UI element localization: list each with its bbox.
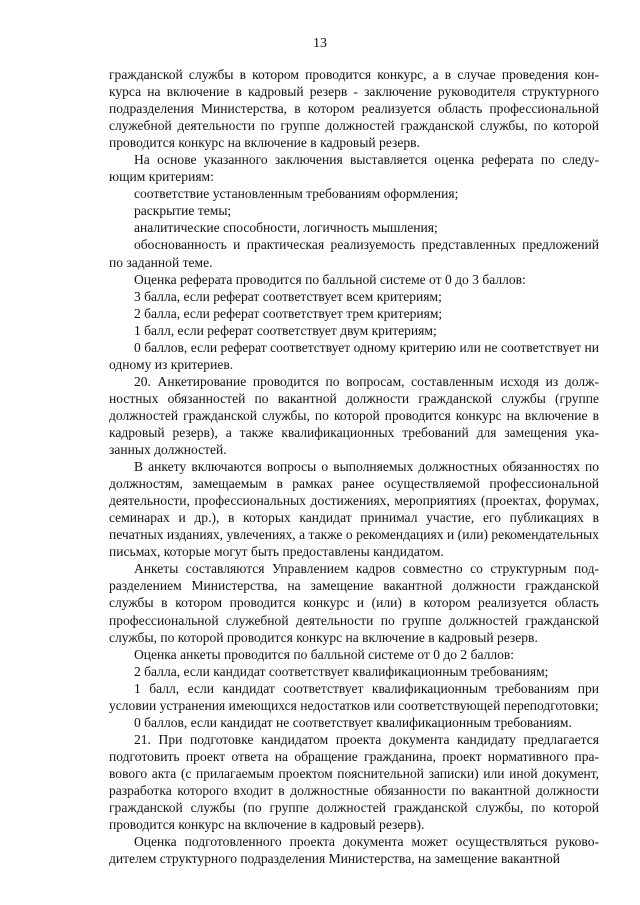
list-item-score-3: 3 балла, если реферат соответствует всем критериям; xyxy=(134,288,442,304)
list-item-questionnaire-score-1: 1 балл, если кандидат соответствует квалификационным требованиям при условии устранения имеющихся недостатков или соответствующей переподготовки; xyxy=(109,680,599,713)
list-item-score-2: 2 балла, если реферат соответствует трем критериям; xyxy=(134,305,443,321)
list-item-criterion-topic: раскрытие темы; xyxy=(134,203,232,219)
paragraph-questionnaire-scoring-intro: Оценка анкеты проводится по балльной системе от 0 до 2 баллов: xyxy=(134,646,515,662)
paragraph-section-21: 21. При подготовке кандидатом проекта документа кандидату предлагается подготовить проект ответа на обращение гражданина, проект нормативного правового акта (с прилагаемым проектом пояснительной записки) или иной документ, разработка которого входит в должностные обязанности по вакантной должности гражданской службы (по группе должностей гражданской службы, по которой проводится конкурс на включение в кадровый резерв). xyxy=(109,731,599,833)
paragraph-essay-criteria-intro: На основе указанного заключения выставляется оценка реферата по следующим критериям: xyxy=(109,152,599,185)
list-item-questionnaire-score-2: 2 балла, если кандидат соответствует квалификационным требованиям; xyxy=(134,663,549,679)
paragraph-essay-scoring-intro: Оценка реферата проводится по балльной системе от 0 до 3 баллов: xyxy=(134,271,526,287)
list-item-score-0: 0 баллов, если реферат соответствует одному критерию или не соответствует ни одному из критериев. xyxy=(109,339,599,372)
paragraph-questionnaire-contents: В анкету включаются вопросы о выполняемых должностных обязанностях по должностям, замещаемым в рамках ранее осуществляемой профессиональной деятельности, профессиональных достижениях, мероприятиях (проектах, форумах, семинарах и др.), в которых кандидат принимал участие, его публикациях в печатных изданиях, увлечениях, а также о рекомендациях и (или) рекомендательных письмах, которые могут быть предоставлены кандидатом. xyxy=(109,459,599,560)
list-item-criterion-formatting: соответствие установленным требованиям оформления; xyxy=(134,186,459,202)
paragraph-section-20: 20. Анкетирование проводится по вопросам, составленным исходя из должностных обязанностей по вакантной должности гражданской службы (группе должностей гражданской службы, по которой проводится конкурс на включение в кадровый резерв), а также квалификационных требований для замещения указанных должностей. xyxy=(109,373,599,458)
list-item-criterion-feasibility: обоснованность и практическая реализуемость представленных предложений по заданной теме. xyxy=(109,237,599,270)
list-item-questionnaire-score-0: 0 баллов, если кандидат не соответствует квалификационным требованиям. xyxy=(134,714,572,730)
paragraph-continuation: гражданской службы в котором проводится конкурс, а в случае проведения конкурса на включение в кадровый резерв - заключение руководителя структурного подразделения Министерства, в котором реализуется область профессиональной служебной деятельности по группе должностей гражданской службы, по которой проводится конкурс на включение в кадровый резерв. xyxy=(109,67,599,151)
page-number: 13 xyxy=(313,36,327,51)
list-item-score-1: 1 балл, если реферат соответствует двум критериям; xyxy=(134,322,437,338)
paragraph-draft-evaluation: Оценка подготовленного проекта документа может осуществляться руководителем структурного подразделения Министерства, на замещение вакантной xyxy=(109,834,599,867)
document-body xyxy=(109,66,599,867)
list-item-criterion-analytics: аналитические способности, логичность мышления; xyxy=(134,220,438,236)
paragraph-questionnaire-authors: Анкеты составляются Управлением кадров совместно со структурным подразделением Министерства, на замещение вакантной должности гражданской службы в котором проводится конкурс и (или) в котором реализуется область профессиональной служебной деятельности по группе должностей гражданской службы, по которой проводится конкурс на включение в кадровый резерв. xyxy=(109,561,599,645)
